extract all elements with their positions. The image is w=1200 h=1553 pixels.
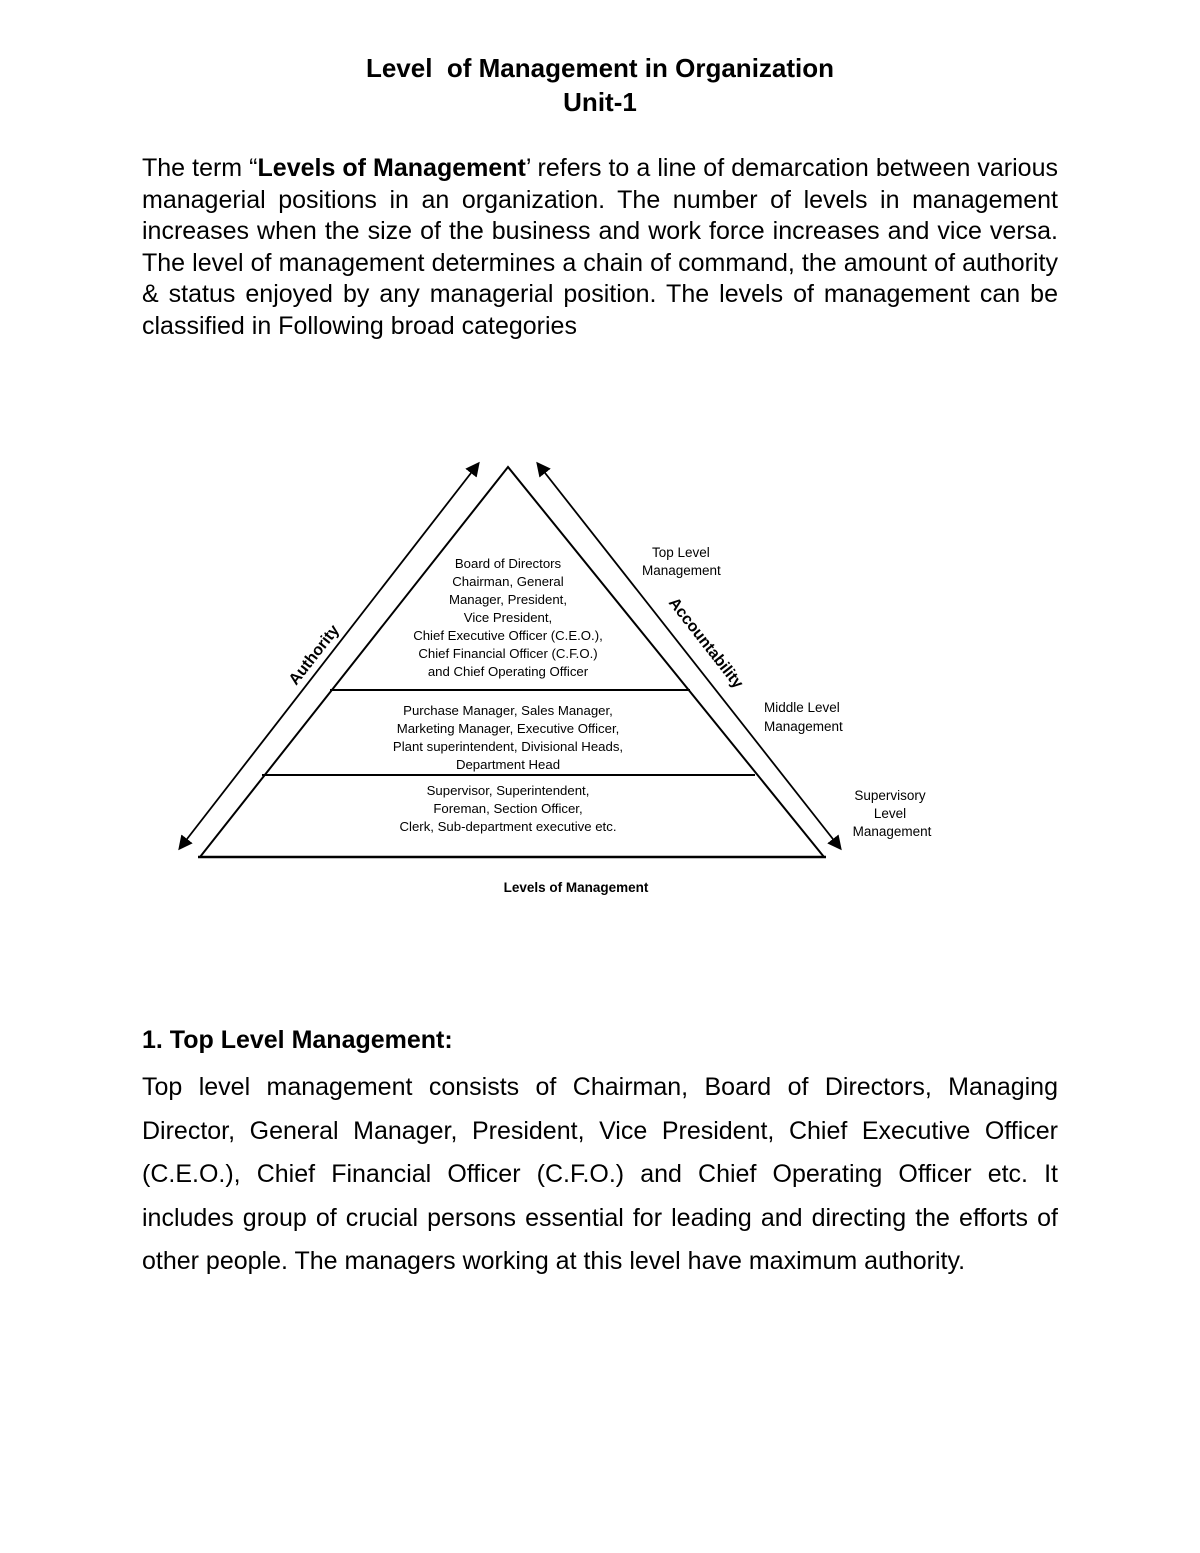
intro-bold-term: Levels of Management bbox=[257, 154, 526, 182]
diagram-caption: Levels of Management bbox=[503, 880, 649, 895]
middle-box-line: Department Head bbox=[455, 757, 561, 772]
top-box-line: Manager, President, bbox=[448, 592, 568, 607]
supervisory-level-box-text bbox=[400, 783, 617, 834]
side-label-line: Supervisory bbox=[854, 788, 926, 803]
side-label-line: Middle Level bbox=[764, 700, 840, 715]
middle-level-side-label bbox=[764, 700, 843, 734]
intro-prefix: The term “ bbox=[142, 154, 258, 182]
intro-paragraph bbox=[142, 153, 1058, 342]
bottom-box-line: Supervisor, Superintendent, bbox=[426, 783, 590, 798]
side-label-line: Management bbox=[852, 824, 932, 839]
top-level-box-text bbox=[413, 556, 603, 679]
supervisory-level-side-label bbox=[853, 788, 932, 839]
side-label-line: Top Level bbox=[652, 545, 710, 560]
middle-box-line: Marketing Manager, Executive Officer, bbox=[396, 721, 620, 736]
intro-suffix: ’ refers to a line of demarcation between various managerial positions in an organization. The number of levels in management increases when the size of the business and work force increases and vice versa. The level of management determines a chain of command, the amount of authority & status enjoyed by any managerial position. The levels of management can be classified in Following broad categories bbox=[142, 154, 1058, 340]
bottom-box-line: Foreman, Section Officer, bbox=[433, 801, 583, 816]
section-heading: 1. Top Level Management: bbox=[142, 1026, 453, 1054]
middle-box-line: Plant superintendent, Divisional Heads, bbox=[392, 739, 624, 754]
middle-level-box-text bbox=[393, 703, 623, 772]
top-box-line: Vice President, bbox=[463, 610, 553, 625]
top-box-line: Chief Financial Officer (C.F.O.) bbox=[418, 646, 598, 661]
top-box-line: Chief Executive Officer (C.E.O.), bbox=[413, 628, 603, 643]
side-label-line: Level bbox=[873, 806, 907, 821]
middle-box-line: Purchase Manager, Sales Manager, bbox=[403, 703, 613, 718]
unit-label: Unit-1 bbox=[563, 87, 637, 117]
side-label-line: Management bbox=[764, 719, 843, 734]
top-box-line: Board of Directors bbox=[454, 556, 562, 571]
top-level-paragraph: Top level management consists of Chairman, Board of Directors, Managing Director, General Manager, President, Vice President, Chief Executive Officer (C.E.O.), Chief Financial Officer (C.F.O.) and Chief Operating Officer etc. It includes group of crucial persons essential for leading and directing the efforts of other people. The managers working at this level have maximum authority. bbox=[142, 1073, 1058, 1275]
accountability-label: Accountability bbox=[664, 594, 747, 692]
top-box-line: and Chief Operating Officer bbox=[427, 664, 589, 679]
side-label-line: Management bbox=[642, 563, 721, 578]
top-level-side-label bbox=[642, 545, 721, 578]
top-box-line: Chairman, General bbox=[452, 574, 564, 589]
bottom-box-line: Clerk, Sub-department executive etc. bbox=[399, 819, 617, 834]
levels-of-management-diagram bbox=[140, 450, 980, 910]
document-title: Level of Management in Organization bbox=[365, 53, 835, 83]
authority-label: Authority bbox=[285, 621, 344, 689]
